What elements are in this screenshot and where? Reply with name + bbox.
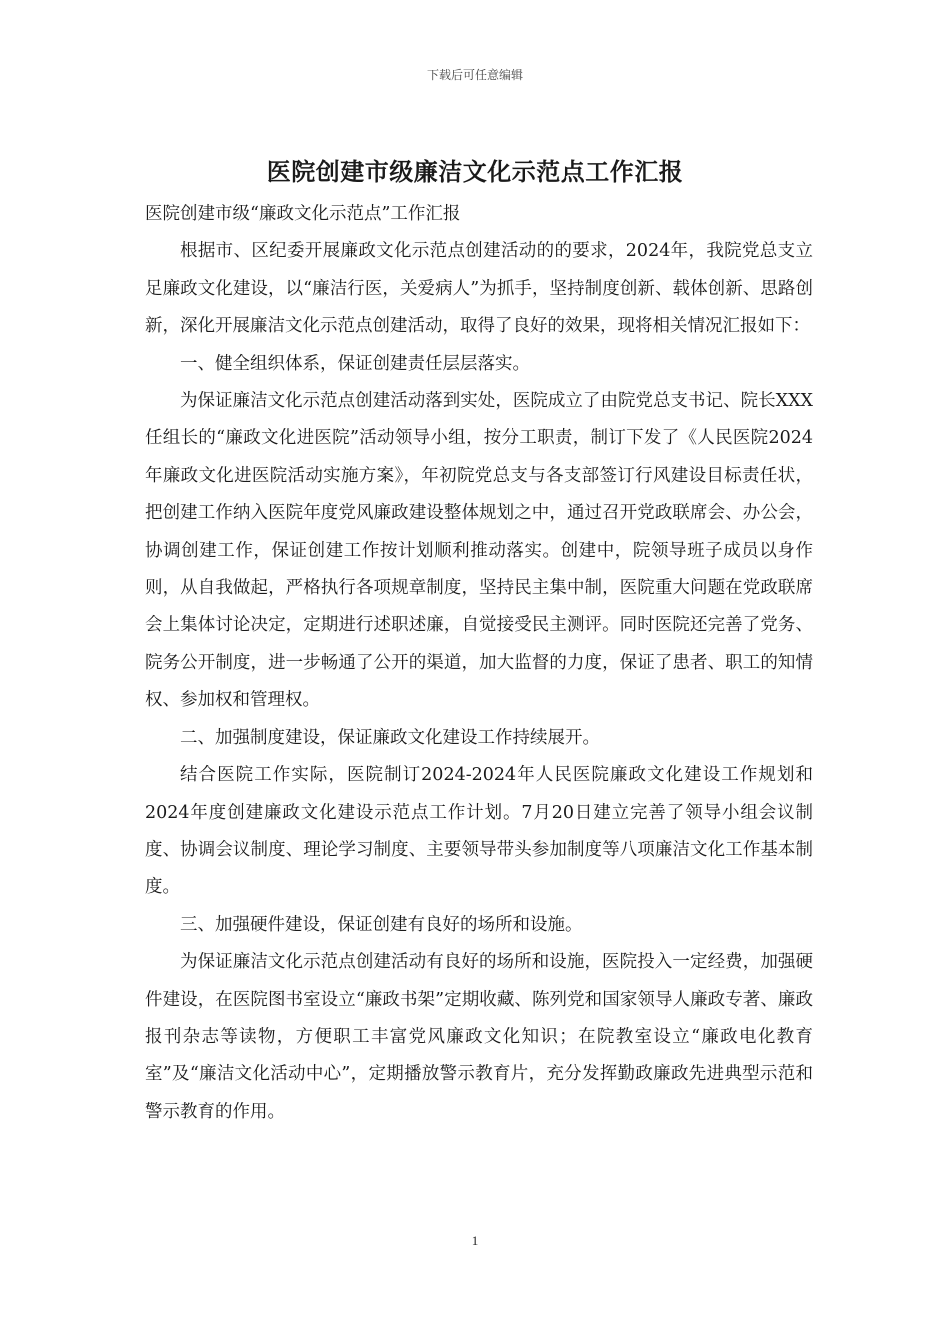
subtitle-paragraph: 医院创建市级“廉政文化示范点”工作汇报 bbox=[145, 204, 461, 224]
document-body bbox=[145, 196, 813, 1131]
document-title: 医院创建市级廉洁文化示范点工作汇报 bbox=[266, 158, 684, 186]
section-body-2: 结合医院工作实际，医院制订2024-2024年人民医院廉政文化建设工作规划和2024年度创建廉政文化建设示范点工作计划。7月20日建立完善了领导小组会议制度、协调会议制度、理论学习制度、主要领导带头参加制度等八项廉洁文化工作基本制度。 bbox=[145, 765, 813, 898]
section-body-1: 为保证廉洁文化示范点创建活动落到实处，医院成立了由院党总支书记、院长XXX任组长的“廉政文化进医院”活动领导小组，按分工职责，制订下发了《人民医院2024年廉政文化进医院活动实施方案》，年初院党总支与各支部签订行风建设目标责任状，把创建工作纳入医院年度党风廉政建设整体规划之中，通过召开党政联席会、办公会，协调创建工作，保证创建工作按计划顺利推动落实。创建中，院领导班子成员以身作则，从自我做起，严格执行各项规章制度，坚持民主集中制，医院重大问题在党政联席会上集体讨论决定，定期进行述职述廉，自觉接受民主测评。同时医院还完善了党务、院务公开制度，进一步畅通了公开的渠道，加大监督的力度，保证了患者、职工的知情权、参加权和管理权。 bbox=[145, 391, 813, 711]
section-body-3: 为保证廉洁文化示范点创建活动有良好的场所和设施，医院投入一定经费，加强硬件建设，在医院图书室设立“廉政书架”定期收藏、陈列党和国家领导人廉政专著、廉政报刊杂志等读物，方便职工丰富党风廉政文化知识；在院教室设立“廉政电化教育室”及“廉洁文化活动中心”，定期播放警示教育片，充分发挥勤政廉政先进典型示范和警示教育的作用。 bbox=[145, 952, 813, 1122]
download-note: 下载后可任意编辑 bbox=[426, 68, 523, 82]
section-heading-3: 三、加强硬件建设，保证创建有良好的场所和设施。 bbox=[180, 914, 583, 935]
intro-paragraph: 根据市、区纪委开展廉政文化示范点创建活动的的要求，2024年，我院党总支立足廉政文化建设，以“廉洁行医，关爱病人”为抓手，坚持制度创新、载体创新、思路创新，深化开展廉洁文化示范点创建活动，取得了良好的效果，现将相关情况汇报如下： bbox=[145, 241, 813, 337]
page-number: 1 bbox=[471, 1233, 479, 1248]
section-heading-1: 一、健全组织体系，保证创建责任层层落实。 bbox=[180, 353, 530, 374]
section-heading-2: 二、加强制度建设，保证廉政文化建设工作持续展开。 bbox=[180, 727, 600, 748]
